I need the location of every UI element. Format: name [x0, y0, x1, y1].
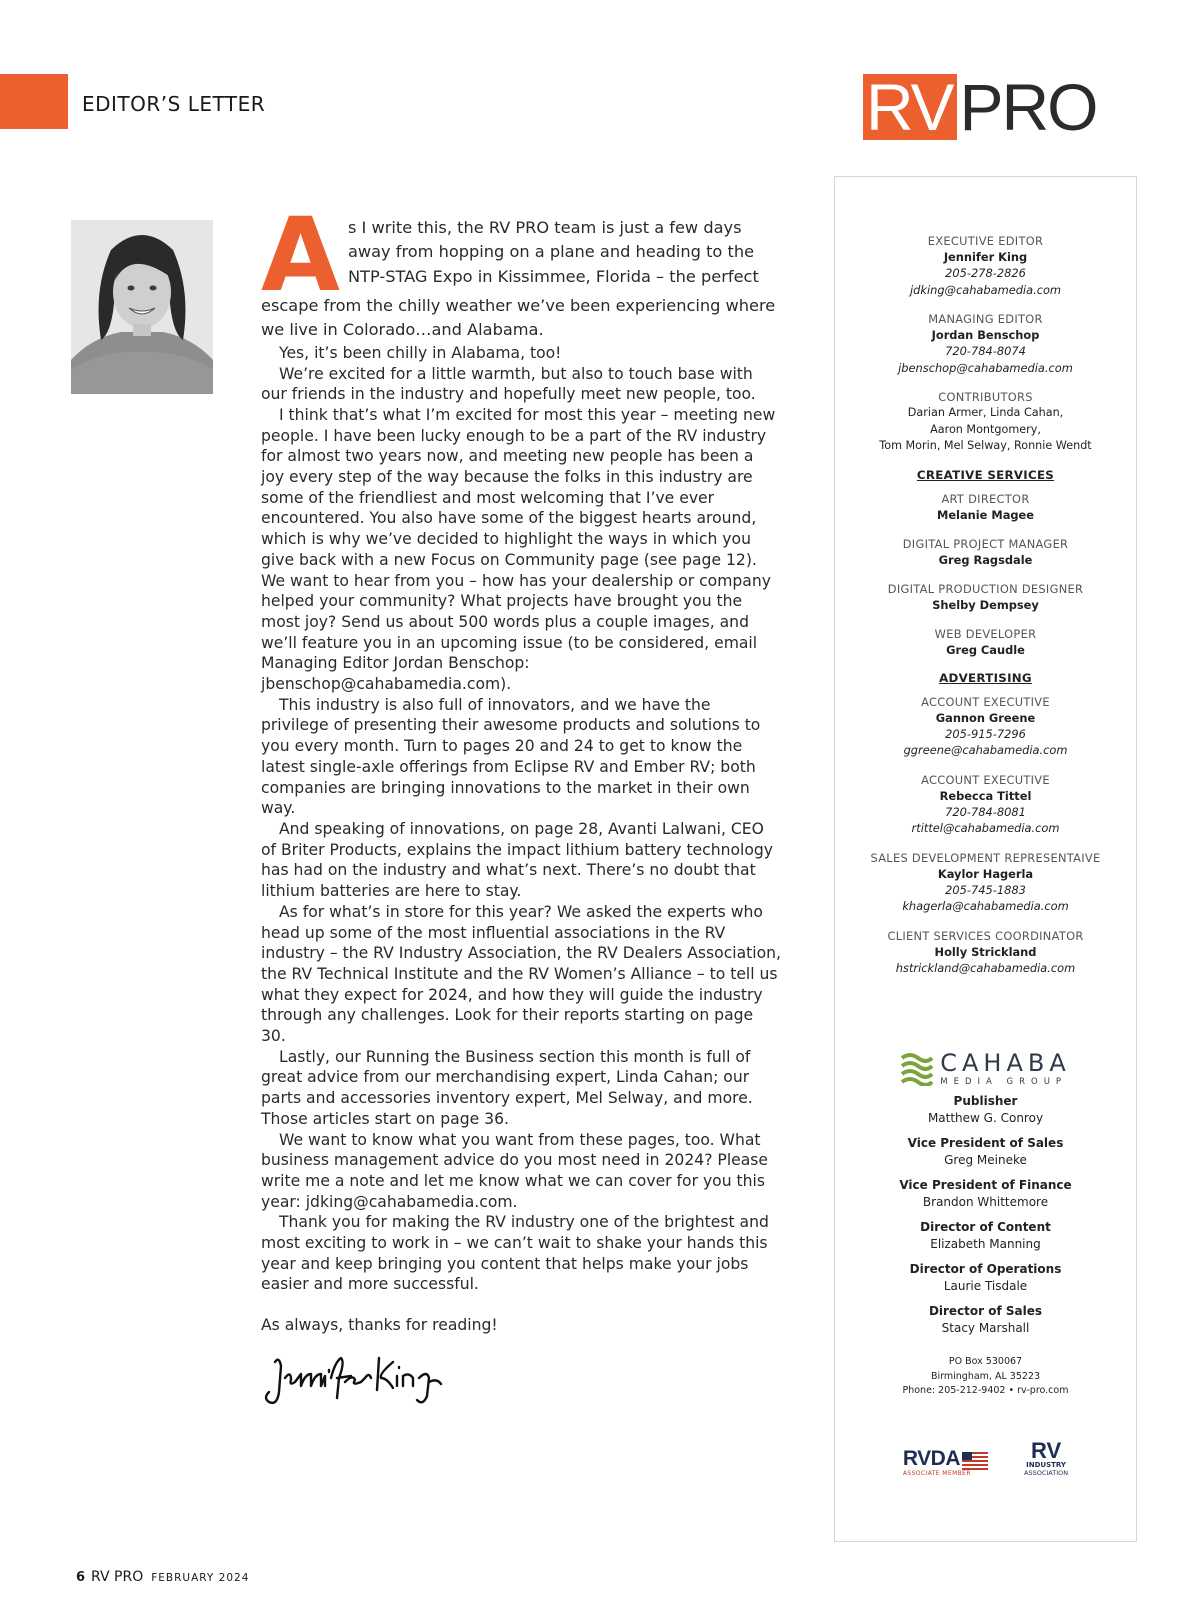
phone-number: 720-784-8081	[945, 804, 1026, 819]
rvia-wordmark: RV	[1030, 1438, 1062, 1463]
role-label: CONTRIBUTORS	[938, 390, 1033, 404]
person-name: Holly Strickland	[934, 944, 1037, 959]
executives-list	[835, 1093, 1136, 1337]
contributors-block	[835, 389, 1136, 455]
rvia-subtitle: ASSOCIATION	[1024, 1469, 1069, 1477]
exec-name: Elizabeth Manning	[930, 1237, 1041, 1251]
signoff: As always, thanks for reading!	[261, 1316, 498, 1335]
flag-icon	[962, 1452, 988, 1470]
advertising-heading: ADVERTISING	[939, 670, 1032, 685]
cahaba-subtitle: MEDIA GROUP	[940, 1077, 1068, 1087]
masthead-top-spacer	[835, 177, 1136, 233]
letter-paragraph: And speaking of innovations, on page 28, Avanti Lalwani, CEO of Briter Products, explains the impact lithium battery technology has had on the industry and what’s next. There’s no doubt that lithium batteries are here to stay.	[261, 819, 774, 901]
role-label: DIGITAL PROJECT MANAGER	[902, 536, 1069, 551]
phone-number: 205-745-1883	[945, 882, 1026, 897]
person-name: Jennifer King	[943, 250, 1028, 264]
person-name: Rebecca Tittel	[939, 788, 1032, 803]
exec-name: Matthew G. Conroy	[927, 1111, 1044, 1125]
account-exec-block	[835, 694, 1136, 759]
letter-paragraph: I think that’s what I’m excited for most this year – meeting new people. I have been lucky enough to be a part of the RV industry for almost two years now, and meeting new people has been a joy every step of the way because the folks in this industry are some of the friendliest and most welcoming that I’ve ever encountered. You also have some of the biggest hearts around, which is why we’ve decided to highlight the ways in which you give back with a new Focus on Community page (see page 12). We want to hear from you – how has your dealership or company helped your community? What projects have brought you the most joy? Send us about 500 words plus a couple images, and we’ll feature you in an upcoming issue (to be considered, email Managing Editor Jordan Benschop: jbenschop@cahabamedia.com).	[261, 405, 776, 694]
person-name: Kaylor Hagerla	[937, 866, 1034, 881]
contributor-line: Darian Armer, Linda Cahan,	[907, 406, 1064, 419]
role-label: MANAGING EDITOR	[928, 312, 1043, 326]
page-number: 6	[76, 1570, 86, 1585]
letter-paragraph: We’re excited for a little warmth, but also to touch base with our friends in the industry and hopefully meet new people, too.	[261, 364, 756, 404]
masthead-panel	[834, 176, 1137, 1542]
letter-paragraph: This industry is also full of innovators, and we have the privilege of presenting their awesome products and solutions to you every month. Turn to pages 20 and 24 to get to know the latest single-axle offerings from Eclipse RV and Ember RV; both companies are bringing innovations to the market in their own way.	[261, 695, 761, 818]
email-address: hstrickland@cahabamedia.com	[895, 960, 1076, 975]
exec-name: Greg Meineke	[944, 1153, 1027, 1167]
art-director-block	[835, 491, 1136, 523]
logo-rv: RV	[863, 74, 957, 140]
person-name: Gannon Greene	[935, 710, 1036, 725]
email-address: jdking@cahabamedia.com	[909, 282, 1062, 297]
rvda-subtitle: ASSOCIATE MEMBER	[902, 1470, 971, 1477]
exec-title: Director of Sales	[928, 1304, 1043, 1318]
letter-paragraph: Thank you for making the RV industry one of the brightest and most exciting to work in – we can’t wait to shake your hands this year and keep bringing you content that helps make your jobs easier and more successful.	[261, 1213, 769, 1294]
opening-line: s I write this, the RV PRO team is just a few days	[347, 218, 742, 237]
managing-editor-block	[835, 311, 1136, 376]
role-label: ACCOUNT EXECUTIVE	[921, 694, 1050, 709]
letter-paragraph: Lastly, our Running the Business section this month is full of great advice from our merchandising expert, Linda Cahan; our parts and accessories inventory expert, Mel Selway, and more. Those articles start on page 36.	[261, 1047, 753, 1128]
cahaba-name: CAHABA	[940, 1049, 1071, 1077]
address-line: PO Box 530067	[948, 1356, 1023, 1367]
rvda-mark	[903, 1448, 988, 1470]
exec-editor-block	[835, 233, 1136, 298]
web-developer-block	[835, 626, 1136, 658]
publisher-address	[835, 1355, 1136, 1399]
rv-pro-logo	[863, 70, 1097, 144]
exec-name: Stacy Marshall	[941, 1321, 1030, 1335]
role-label: CLIENT SERVICES COORDINATOR	[887, 928, 1084, 943]
creative-services-heading: CREATIVE SERVICES	[916, 467, 1055, 482]
role-label: EXECUTIVE EDITOR	[927, 234, 1044, 248]
opening-line: NTP-STAG Expo in Kissimmee, Florida – the perfect	[347, 266, 759, 286]
association-badges	[835, 1438, 1136, 1477]
phone-number: 205-915-7296	[945, 726, 1026, 741]
contributor-line: Aaron Montgomery,	[930, 422, 1041, 436]
drop-cap: A	[261, 196, 340, 315]
exec-name: Laurie Tisdale	[943, 1279, 1028, 1293]
address-line: Phone: 205-212-9402 • rv-pro.com	[902, 1385, 1069, 1396]
exec-title: Director of Operations	[909, 1262, 1062, 1276]
letter-paragraph: As for what’s in store for this year? We asked the experts who head up some of the most influential associations in the RV industry – the RV Industry Association, the RV Dealers Association, the RV Technical Institute and the RV Women’s Alliance – to tell us what they expect for 2024, and how they will guide the industry through any challenges. Look for their reports starting on page 30.	[261, 902, 782, 1046]
sales-rep-block	[835, 850, 1136, 915]
cahaba-wordmark	[940, 1051, 1071, 1087]
phone-number: 205-278-2826	[945, 266, 1026, 280]
project-manager-block	[835, 536, 1136, 568]
editors-letter-body	[261, 196, 782, 1412]
role-label: ACCOUNT EXECUTIVE	[921, 772, 1050, 787]
client-services-block	[835, 928, 1136, 977]
role-label: ART DIRECTOR	[941, 491, 1030, 506]
signature	[261, 1348, 461, 1412]
header-accent-bar	[0, 74, 68, 129]
exec-title: Vice President of Finance	[899, 1178, 1072, 1192]
rvda-wordmark: RVDA	[902, 1447, 961, 1470]
rvda-badge	[903, 1448, 988, 1477]
exec-name: Brandon Whittemore	[922, 1195, 1049, 1209]
role-label: SALES DEVELOPMENT REPRESENTAIVE	[870, 850, 1101, 865]
account-exec-block	[835, 772, 1136, 837]
cahaba-media-logo	[835, 1051, 1136, 1087]
exec-title: Publisher	[953, 1094, 1018, 1108]
footer-date: FEBRUARY 2024	[151, 1572, 250, 1584]
phone-number: 720-784-8074	[945, 344, 1026, 358]
rvia-badge	[1024, 1438, 1069, 1477]
exec-title: Director of Content	[920, 1220, 1051, 1234]
logo-pro: PRO	[959, 70, 1097, 144]
address-line: Birmingham, AL 35223	[930, 1370, 1040, 1382]
person-name: Shelby Dempsey	[932, 597, 1039, 612]
person-name: Melanie Magee	[937, 507, 1034, 522]
email-address: jbenschop@cahabamedia.com	[898, 360, 1073, 375]
footer-magazine: RV PRO	[91, 1569, 144, 1585]
role-label: WEB DEVELOPER	[934, 626, 1037, 641]
email-address: rtittel@cahabamedia.com	[911, 821, 1060, 835]
signature-image	[261, 1348, 461, 1412]
editor-photo	[71, 220, 213, 394]
letter-opening	[261, 196, 781, 315]
section-title: EDITOR’S LETTER	[82, 92, 266, 116]
person-name: Greg Caudle	[946, 642, 1025, 657]
contributor-line: Tom Morin, Mel Selway, Ronnie Wendt	[879, 439, 1092, 452]
editor-portrait-image	[71, 220, 213, 394]
email-address: ggreene@cahabamedia.com	[903, 743, 1068, 757]
page-footer	[76, 1569, 249, 1585]
opening-paragraph-rest: escape from the chilly weather we’ve been experiencing where we live in Colorado…and Alabama.	[261, 296, 776, 340]
letter-paragraph: Yes, it’s been chilly in Alabama, too!	[279, 343, 562, 362]
production-designer-block	[835, 581, 1136, 613]
role-label: DIGITAL PRODUCTION DESIGNER	[887, 581, 1084, 596]
cahaba-wave-icon	[900, 1052, 934, 1086]
exec-title: Vice President of Sales	[907, 1136, 1064, 1150]
person-name: Jordan Benschop	[931, 328, 1040, 342]
email-address: khagerla@cahabamedia.com	[902, 899, 1069, 913]
letter-paragraph: We want to know what you want from these pages, too. What business management advice do you most need in 2024? Please write me a note and let me know what we can cover for you this year: jdking@cahabamedia.com.	[261, 1130, 769, 1211]
person-name: Greg Ragsdale	[938, 552, 1033, 567]
rvia-subtitle: INDUSTRY	[1026, 1461, 1066, 1469]
opening-line: away from hopping on a plane and heading to the	[347, 242, 755, 262]
